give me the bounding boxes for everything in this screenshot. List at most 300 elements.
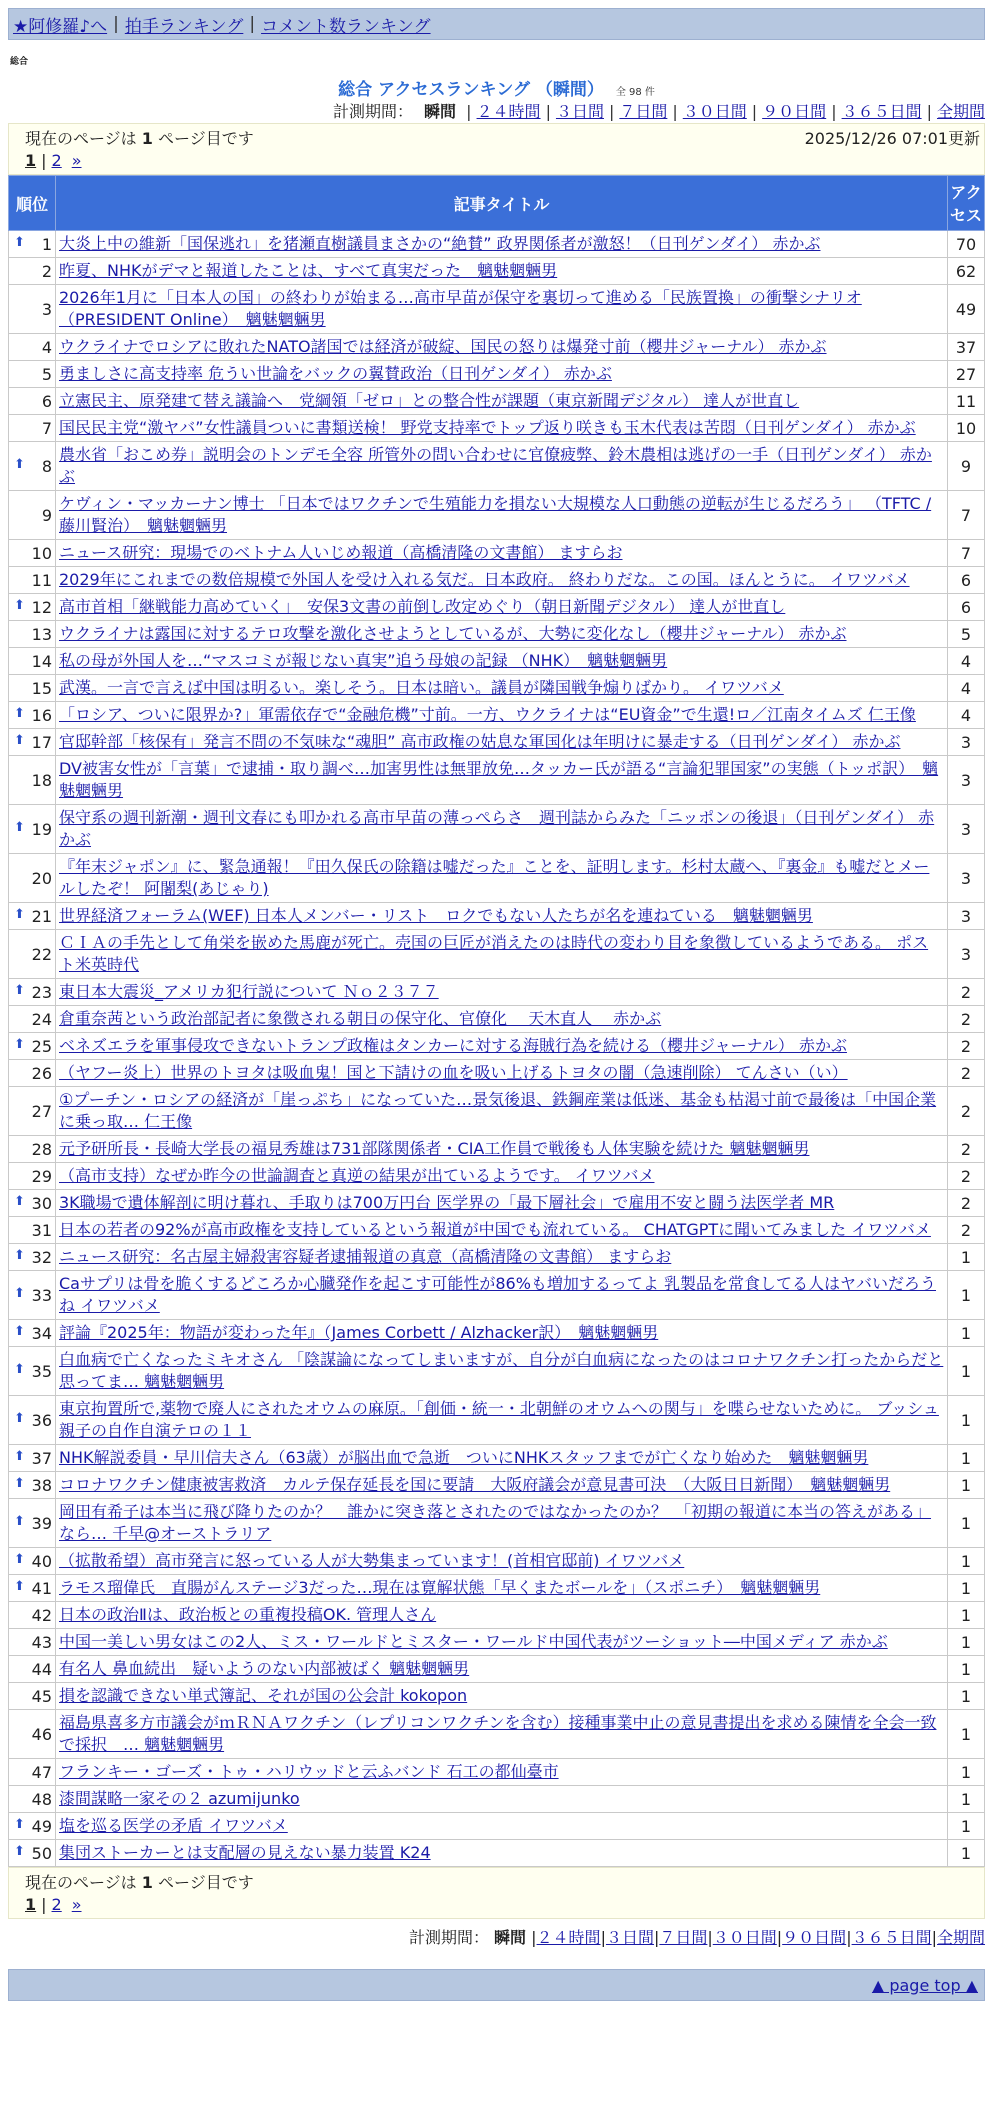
title-cell (56, 1786, 948, 1813)
period-separator: | (926, 102, 932, 121)
article-link[interactable]: 高市首相「継戦能力高めていく」 安保3文書の前倒し改定めぐり（朝日新聞デジタル） 達人が世直し (59, 597, 786, 616)
article-link[interactable]: Caサプリは骨を脆くするどころか心臓発作を起こす可能性が86%も増加するってよ 乳製品を常食してる人はヤバいだろうね イワツバメ (59, 1274, 936, 1315)
period-separator: | (846, 1928, 852, 1947)
period-link[interactable]: 全期間 (936, 1928, 985, 1947)
rank-number: 50 (31, 1843, 52, 1863)
period-separator: | (531, 1928, 537, 1947)
rank-number: 23 (31, 982, 52, 1002)
page-info-text: 現在のページは 1 ページ目です (25, 1872, 254, 1892)
title-cell (56, 1840, 948, 1867)
rank-cell (9, 756, 56, 805)
rank-number: 48 (31, 1789, 52, 1809)
period-separator: | (776, 1928, 783, 1947)
rank-up-arrow-icon: ⬆ (14, 906, 25, 922)
table-row (9, 1217, 985, 1244)
table-row (9, 1060, 985, 1087)
title-cell (56, 415, 948, 442)
title-cell (56, 1629, 948, 1656)
article-link[interactable]: （高市支持）なぜか昨今の世論調査と真逆の結果が出ているようです。 イワツバメ (59, 1166, 655, 1185)
rank-cell (9, 258, 56, 285)
rank-cell (9, 1006, 56, 1033)
rank-number: 13 (31, 624, 52, 644)
period-separator: | (831, 102, 837, 121)
rank-number: 12 (31, 597, 52, 617)
access-count: 62 (948, 258, 985, 285)
pagination-box-bottom (8, 1867, 985, 1919)
period-separator: | (931, 1928, 937, 1947)
rank-number: 27 (31, 1101, 52, 1121)
period-link[interactable]: ２４時間 (476, 102, 541, 121)
rank-cell (9, 1087, 56, 1136)
rank-number: 32 (31, 1247, 52, 1267)
rank-number: 21 (31, 906, 52, 926)
table-row (9, 1033, 985, 1060)
access-count: 2 (948, 1033, 985, 1060)
title-cell (56, 361, 948, 388)
article-link[interactable]: 損を認識できない単式簿記、それが国の公会計 kokopon (59, 1686, 468, 1705)
access-count: 3 (948, 805, 985, 854)
period-link[interactable]: ７日間 (659, 1928, 708, 1947)
rank-up-arrow-icon: ⬆ (14, 597, 25, 613)
article-link[interactable]: 国民民主党“激ヤバ”女性議員ついに書類送検！ 野党支持率でトップ返り咲きも玉木代表は苦悶（日刊ゲンダイ） 赤かぶ (59, 418, 916, 437)
rank-number: 15 (31, 678, 52, 698)
page-top-link[interactable]: ▲ page top ▲ (871, 1975, 978, 1995)
access-count: 1 (948, 1840, 985, 1867)
rank-up-arrow-icon: ⬆ (14, 1036, 25, 1052)
title-cell (56, 540, 948, 567)
rank-cell (9, 594, 56, 621)
rank-number: 5 (41, 364, 52, 384)
rank-up-arrow-icon: ⬆ (14, 1285, 25, 1301)
access-count: 3 (948, 729, 985, 756)
title-cell (56, 675, 948, 702)
rank-cell (9, 1602, 56, 1629)
title-cell (56, 1710, 948, 1759)
title-cell (56, 594, 948, 621)
rank-number: 1 (41, 234, 52, 254)
period-separator: | (466, 102, 472, 121)
rank-cell (9, 805, 56, 854)
rank-cell (9, 979, 56, 1006)
article-link[interactable]: ウクライナは露国に対するテロ攻撃を激化させようとしているが、大勢に変化なし（櫻井ジャーナル） 赤かぶ (59, 624, 847, 643)
access-count: 11 (948, 388, 985, 415)
access-count: 1 (948, 1602, 985, 1629)
rank-up-arrow-icon: ⬆ (14, 1843, 25, 1859)
next-page-link[interactable]: » (71, 1894, 82, 1914)
article-link[interactable]: 勇ましさに高支持率 危うい世論をバックの翼賛政治（日刊ゲンダイ） 赤かぶ (59, 364, 612, 383)
article-link[interactable]: ニュース研究：現場でのベトナム人いじめ報道（高橋清隆の文書館） ますらお (59, 543, 623, 562)
period-separator: | (608, 102, 615, 121)
table-row (9, 1190, 985, 1217)
table-row (9, 1759, 985, 1786)
table-row (9, 729, 985, 756)
access-count: 2 (948, 1006, 985, 1033)
access-count: 1 (948, 1445, 985, 1472)
article-link[interactable]: 官邸幹部「核保有」発言不問の不気味な“魂胆” 高市政権の姑息な軍国化は年明けに暴走する（日刊ゲンダイ） 赤かぶ (59, 732, 901, 751)
rank-number: 45 (31, 1686, 52, 1706)
nav-separator: | (113, 14, 119, 34)
rank-cell (9, 1472, 56, 1499)
article-link[interactable]: フランキー・ゴーズ・トゥ・ハリウッドと云ふバンド 石工の都仙臺市 (59, 1762, 559, 1781)
rank-cell (9, 1445, 56, 1472)
period-link[interactable]: ３日間 (605, 1928, 654, 1947)
article-link[interactable]: 立憲民主、原発建て替え議論へ 党綱領「ゼロ」との整合性が課題（東京新聞デジタル） 達人が世直し (59, 391, 800, 410)
article-link[interactable]: 3K職場で遺体解剖に明け暮れ、手取りは700万円台 医学界の「最下層社会」で雇用不安と闘う法医学者 MR (59, 1193, 835, 1212)
rank-cell (9, 930, 56, 979)
rank-cell (9, 442, 56, 491)
table-row (9, 702, 985, 729)
rank-number: 38 (31, 1475, 52, 1495)
rank-up-arrow-icon: ⬆ (14, 1361, 25, 1377)
period-selector-bottom (8, 1925, 985, 1949)
article-link[interactable]: ①プーチン・ロシアの経済が「崖っぷち」になっていた…景気後退、鉄鋼産業は低迷、基金も枯渇寸前で最後は「中国企業に乗っ取… 仁王像 (59, 1090, 937, 1131)
title-cell (56, 1033, 948, 1060)
rank-cell (9, 1396, 56, 1445)
rank-cell (9, 1033, 56, 1060)
period-link[interactable]: ２４時間 (536, 1928, 601, 1947)
table-row (9, 361, 985, 388)
title-cell (56, 1347, 948, 1396)
title-cell (56, 1602, 948, 1629)
rank-cell (9, 361, 56, 388)
access-count: 27 (948, 361, 985, 388)
rank-number: 44 (31, 1659, 52, 1679)
article-link[interactable]: （拡散希望）高市発言に怒っている人が大勢集まっています！(首相官邸前) イワツバメ (59, 1551, 685, 1570)
rank-number: 17 (31, 732, 52, 752)
rank-up-arrow-icon: ⬆ (14, 732, 25, 748)
article-link[interactable]: ニュース研究：名古屋主婦殺害容疑者逮捕報道の真意（高橋清隆の文書館） ますらお (59, 1247, 672, 1266)
table-row (9, 540, 985, 567)
access-count: 1 (948, 1629, 985, 1656)
table-row (9, 1163, 985, 1190)
table-row (9, 1472, 985, 1499)
access-count: 1 (948, 1244, 985, 1271)
rank-up-arrow-icon: ⬆ (14, 1448, 25, 1464)
rank-cell (9, 1656, 56, 1683)
access-count: 1 (948, 1320, 985, 1347)
title-cell (56, 285, 948, 334)
rank-cell (9, 1347, 56, 1396)
access-count: 2 (948, 1136, 985, 1163)
rank-up-arrow-icon: ⬆ (14, 1323, 25, 1339)
ranking-table (8, 175, 985, 1867)
category-label: 総合 (10, 57, 29, 67)
article-link[interactable]: 世界経済フォーラム(WEF) 日本人メンバー・リスト ロクでもない人たちが名を連ねている 魑魅魍魎男 (59, 906, 813, 925)
rank-number: 24 (31, 1009, 52, 1029)
rank-number: 6 (41, 391, 52, 411)
table-row (9, 258, 985, 285)
rank-number: 3 (41, 299, 52, 319)
table-row (9, 1136, 985, 1163)
period-link[interactable]: ９０日間 (782, 1928, 847, 1947)
period-link[interactable]: ９０日間 (762, 102, 827, 121)
rank-number: 14 (31, 651, 52, 671)
access-count: 70 (948, 231, 985, 258)
rank-cell (9, 1499, 56, 1548)
table-row (9, 231, 985, 258)
rank-cell (9, 1271, 56, 1320)
rank-number: 30 (31, 1193, 52, 1213)
table-row (9, 1629, 985, 1656)
table-row (9, 1575, 985, 1602)
access-count: 2 (948, 1060, 985, 1087)
article-link[interactable]: ウクライナでロシアに敗れたNATO諸国では経済が破綻、国民の怒りは爆発寸前（櫻井ジャーナル） 赤かぶ (59, 337, 827, 356)
rank-number: 36 (31, 1410, 52, 1430)
rank-number: 33 (31, 1285, 52, 1305)
rank-number: 31 (31, 1220, 52, 1240)
rank-cell (9, 1136, 56, 1163)
period-label: 計測期間： (332, 102, 413, 121)
article-link[interactable]: 評論『2025年：物語が変わった年』（James Corbett / Alzhacker訳） 魑魅魍魎男 (59, 1323, 659, 1342)
rank-number: 46 (31, 1724, 52, 1744)
title-cell (56, 648, 948, 675)
period-link[interactable]: ３日間 (555, 102, 604, 121)
article-link[interactable]: 元予研所長・長崎大学長の福見秀雄は731部隊関係者・CIA工作員で戦後も人体実験を続けた 魑魅魍魎男 (59, 1139, 810, 1158)
rank-cell (9, 415, 56, 442)
updated-timestamp: 2025/12/26 07:01更新 (804, 128, 980, 148)
rank-cell (9, 334, 56, 361)
article-link[interactable]: 「ロシア、ついに限界か?」軍需依存で“金融危機”寸前。一方、ウクライナは“EU資金”で生還!ロ／江南タイムズ 仁王像 (59, 705, 916, 724)
article-link[interactable]: 塩を巡る医学の矛盾 イワツバメ (59, 1816, 288, 1835)
title-cell (56, 1087, 948, 1136)
rank-cell (9, 1840, 56, 1867)
clap-ranking-link[interactable]: 拍手ランキング (124, 16, 244, 37)
period-separator: | (707, 1928, 713, 1947)
access-count: 3 (948, 854, 985, 903)
table-row (9, 285, 985, 334)
rank-cell (9, 702, 56, 729)
rank-cell (9, 1786, 56, 1813)
period-label: 計測期間： (408, 1928, 489, 1947)
rank-number: 18 (31, 770, 52, 790)
rank-cell (9, 285, 56, 334)
article-link[interactable]: ベネズエラを軍事侵攻できないトランプ政権はタンカーに対する海賊行為を続ける（櫻井ジャーナル） 赤かぶ (59, 1036, 847, 1055)
rank-cell (9, 621, 56, 648)
access-count: 10 (948, 415, 985, 442)
period-link[interactable]: ３０日間 (682, 102, 747, 121)
article-link[interactable]: 白血病で亡くなったミキオさん 「陰謀論になってしまいますが、自分が白血病になったのはコロナワクチン打ったからだと思ってま… 魑魅魍魎男 (59, 1350, 944, 1391)
rank-cell (9, 1244, 56, 1271)
rank-cell (9, 648, 56, 675)
access-count: 1 (948, 1499, 985, 1548)
article-link[interactable]: DV被害女性が「言葉」で逮捕・取り調べ…加害男性は無罪放免…タッカー氏が語る“言論犯罪国家”の実態（トッポ訳） 魑魅魍魎男 (59, 759, 939, 800)
period-separator: | (600, 1928, 606, 1947)
table-row (9, 1602, 985, 1629)
table-row (9, 1445, 985, 1472)
article-link[interactable]: 岡田有希子は本当に飛び降りたのか？ 誰かに突き落とされたのではなかったのか？ 「初期の報道に本当の答えがある」なら… 千早@オーストラリア (59, 1502, 932, 1543)
title-cell (56, 1683, 948, 1710)
article-link[interactable]: 中国一美しい男女はこの2人、ミス・ワールドとミスター・ワールド中国代表がツーショット―中国メディア 赤かぶ (59, 1632, 888, 1651)
rank-number: 41 (31, 1578, 52, 1598)
page-2-link[interactable]: 2 (51, 150, 62, 170)
article-link[interactable]: 倉重奈茜という政治部記者に象徴される朝日の保守化、官僚化 天木直人 赤かぶ (59, 1009, 662, 1028)
access-count: 1 (948, 1710, 985, 1759)
title-cell (56, 1190, 948, 1217)
access-count: 3 (948, 756, 985, 805)
title-cell (56, 1445, 948, 1472)
title-cell (56, 702, 948, 729)
rank-number: 39 (31, 1513, 52, 1533)
rank-up-arrow-icon: ⬆ (14, 1513, 25, 1529)
table-row (9, 415, 985, 442)
pagination-box-top (8, 123, 985, 175)
rank-cell (9, 1190, 56, 1217)
top-nav-bar (8, 8, 985, 40)
access-count: 7 (948, 540, 985, 567)
page-2-link[interactable]: 2 (51, 1894, 62, 1914)
table-row (9, 930, 985, 979)
rank-cell (9, 491, 56, 540)
article-link[interactable]: 『年末ジャポン』に、緊急通報！『田久保氏の除籍は嘘だった』ことを、証明します。杉村太蔵へ、『裏金』も嘘だとメールしたぞ！ 阿闍梨(あじゃり) (59, 857, 930, 898)
rank-number: 34 (31, 1323, 52, 1343)
table-row (9, 979, 985, 1006)
rank-cell (9, 1759, 56, 1786)
title-cell (56, 1320, 948, 1347)
rank-number: 8 (41, 456, 52, 476)
rank-up-arrow-icon: ⬆ (14, 1475, 25, 1491)
table-row (9, 594, 985, 621)
access-count: 1 (948, 1759, 985, 1786)
title-cell (56, 1548, 948, 1575)
period-link[interactable]: ３６５日間 (851, 1928, 932, 1947)
article-link[interactable]: 武漢。一言で言えば中国は明るい。楽しそう。日本は暗い。議員が隣国戦争煽りばかり。 イワツバメ (59, 678, 784, 697)
rank-cell (9, 1575, 56, 1602)
article-link[interactable]: 日本の政治Ⅱは、政治板との重複投稿OK. 管理人さん (59, 1605, 437, 1624)
table-row (9, 1244, 985, 1271)
current-page: 1 (25, 150, 37, 170)
article-link[interactable]: 2026年1月に「日本人の国」の終わりが始まる…高市早苗が保守を裏切って進める「民族置換」の衝撃シナリオ （PRESIDENT Online） 魑魅魍魎男 (59, 288, 862, 329)
rank-cell (9, 729, 56, 756)
title-cell (56, 442, 948, 491)
article-link[interactable]: 福島県喜多方市議会がｍＲＮＡワクチン（レプリコンワクチンを含む）接種事業中止の意見書提出を求める陳情を全会一致で採択 … 魑魅魍魎男 (59, 1713, 937, 1754)
period-selector-top (8, 99, 985, 123)
article-link[interactable]: 集団ストーカーとは支配層の見えない暴力装置 K24 (59, 1843, 431, 1862)
rank-up-arrow-icon: ⬆ (14, 234, 25, 250)
access-count: 3 (948, 903, 985, 930)
rank-cell (9, 540, 56, 567)
title-cell (56, 1472, 948, 1499)
table-row (9, 1656, 985, 1683)
access-count: 2 (948, 979, 985, 1006)
period-separator: | (653, 1928, 660, 1947)
article-link[interactable]: 保守系の週刊新潮・週刊文春にも叩かれる高市早苗の薄っぺらさ 週刊誌からみた「ニッポンの後退」（日刊ゲンダイ） 赤かぶ (59, 808, 935, 849)
table-row (9, 1271, 985, 1320)
table-row (9, 854, 985, 903)
access-count: 1 (948, 1271, 985, 1320)
rank-up-arrow-icon: ⬆ (14, 1410, 25, 1426)
table-row (9, 1683, 985, 1710)
rank-number: 26 (31, 1063, 52, 1083)
next-page-link[interactable]: » (71, 150, 82, 170)
access-count: 2 (948, 1163, 985, 1190)
article-link[interactable]: NHK解説委員・早川信夫さん（63歳）が脳出血で急逝 ついにNHKスタッフまでが亡くなり始めた 魑魅魍魎男 (59, 1448, 869, 1467)
article-link[interactable]: 東京拘置所で,薬物で廃人にされたオウムの麻原。「創価・統一・北朝鮮のオウムへの関与」を喋らせないために。 ブッシュ親子の自作自演テロの１１ (59, 1399, 939, 1440)
table-row (9, 756, 985, 805)
access-count: 1 (948, 1813, 985, 1840)
period-link[interactable]: 全期間 (936, 102, 985, 121)
title-cell (56, 1575, 948, 1602)
rank-up-arrow-icon: ⬆ (14, 982, 25, 998)
rank-number: 49 (31, 1816, 52, 1836)
bottom-bar (8, 1969, 985, 2001)
rank-number: 20 (31, 868, 52, 888)
table-row (9, 1396, 985, 1445)
access-count: 1 (948, 1786, 985, 1813)
article-link[interactable]: 大炎上中の維新「国保逃れ」を猪瀬直樹議員まさかの“絶賛” 政界関係者が激怒！（日刊ゲンダイ） 赤かぶ (59, 234, 821, 253)
rank-cell (9, 1710, 56, 1759)
title-cell (56, 567, 948, 594)
article-link[interactable]: ケヴィン・マッカーナン博士 「日本ではワクチンで生殖能力を損ない大規模な人口動態の逆転が生じるだろう」 （TFTC / 藤川賢治） 魑魅魍魎男 (59, 494, 932, 535)
pager: 1 | 2 » (25, 150, 82, 170)
title-cell (56, 1396, 948, 1445)
period-current: 瞬間 (494, 1928, 527, 1947)
rank-cell (9, 567, 56, 594)
access-count: 37 (948, 334, 985, 361)
rank-number: 42 (31, 1605, 52, 1625)
rank-number: 19 (31, 819, 52, 839)
rank-number: 22 (31, 944, 52, 964)
period-separator: | (545, 102, 551, 121)
rank-up-arrow-icon: ⬆ (14, 1247, 25, 1263)
title-cell (56, 930, 948, 979)
table-row (9, 1320, 985, 1347)
rank-number: 35 (31, 1361, 52, 1381)
period-link[interactable]: ３０日間 (712, 1928, 777, 1947)
home-link[interactable]: ★阿修羅♪へ (13, 16, 108, 37)
pager: 1 | 2 » (25, 1894, 82, 1914)
rank-number: 37 (31, 1448, 52, 1468)
title-cell (56, 1656, 948, 1683)
rank-number: 7 (41, 418, 52, 438)
title-cell (56, 1271, 948, 1320)
rank-cell (9, 388, 56, 415)
article-link[interactable]: 私の母が外国人を…“マスコミが報じない真実”追う母娘の記録 （NHK） 魑魅魍魎男 (59, 651, 668, 670)
rank-cell (9, 903, 56, 930)
article-link[interactable]: ラモス瑠偉氏 直腸がんステージ3だった…現在は寛解状態「早くまたボールを」（スポニチ） 魑魅魍魎男 (59, 1578, 821, 1597)
article-link[interactable]: （ヤフー炎上）世界のトヨタは吸血鬼！国と下請けの血を吸い上げるトヨタの闇（急速削除） てんさい（い） (59, 1063, 848, 1082)
rank-up-arrow-icon: ⬆ (14, 705, 25, 721)
article-link[interactable]: 日本の若者の92%が高市政権を支持しているという報道が中国でも流れている。 CHATGPTに聞いてみました イワツバメ (59, 1220, 931, 1239)
rank-cell (9, 1217, 56, 1244)
title-cell (56, 491, 948, 540)
table-row (9, 334, 985, 361)
access-header: アクセス (948, 176, 985, 231)
rank-number: 9 (41, 505, 52, 525)
rank-cell (9, 1629, 56, 1656)
article-link[interactable]: コロナワクチン健康被害救済 カルテ保存延長を国に要請 大阪府議会が意見書可決 （大阪日日新聞） 魑魅魍魎男 (59, 1475, 891, 1494)
article-link[interactable]: 有名人 鼻血続出 疑いようのない内部被ばく 魑魅魍魎男 (59, 1659, 470, 1678)
nav-separator: | (249, 14, 256, 34)
article-link[interactable]: 東日本大震災_アメリカ犯行説について Ｎｏ２３７７ (59, 982, 439, 1001)
comment-ranking-link[interactable]: コメント数ランキング (261, 16, 431, 37)
article-link[interactable]: ＣＩＡの手先として角栄を嵌めた馬鹿が死亡。売国の巨匠が消えたのは時代の変わり目を象徴しているようである。 ポスト米英時代 (59, 933, 929, 974)
title-cell (56, 388, 948, 415)
table-row (9, 1813, 985, 1840)
title-cell (56, 258, 948, 285)
article-link[interactable]: 漆間謀略一家その２ azumijunko (59, 1789, 300, 1808)
period-link[interactable]: ３６５日間 (841, 102, 922, 121)
rank-up-arrow-icon: ⬆ (14, 819, 25, 835)
article-link[interactable]: 農水省「おこめ券」説明会のトンデモ全容 所管外の問い合わせに官僚疲弊、鈴木農相は逃げの一手（日刊ゲンダイ） 赤かぶ (59, 445, 932, 486)
table-row (9, 648, 985, 675)
table-row (9, 388, 985, 415)
rank-number: 47 (31, 1762, 52, 1782)
article-link[interactable]: 2029年にこれまでの数倍規模で外国人を受け入れる気だ。日本政府。 終わりだな。この国。ほんとうに。 イワツバメ (59, 570, 910, 589)
article-link[interactable]: 昨夏、NHKがデマと報道したことは、すべて真実だった 魑魅魍魎男 (59, 261, 558, 280)
period-link[interactable]: ７日間 (619, 102, 668, 121)
table-row (9, 1499, 985, 1548)
rank-number: 11 (31, 570, 52, 590)
